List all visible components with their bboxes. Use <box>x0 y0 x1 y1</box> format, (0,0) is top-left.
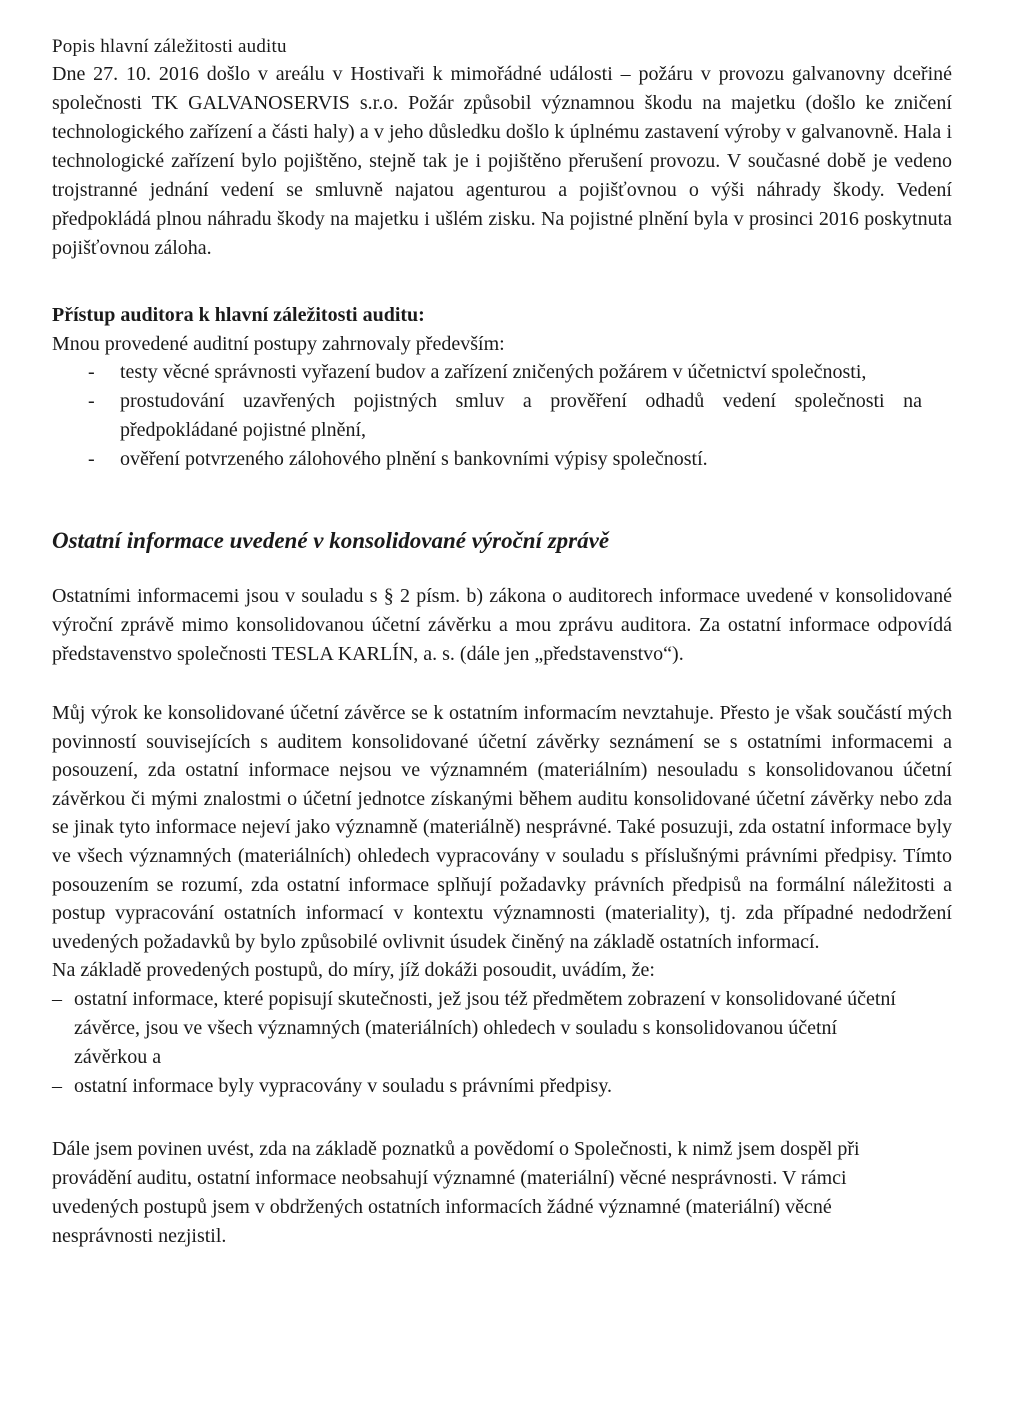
dash-bullet: – <box>52 988 62 1011</box>
list-item <box>52 358 922 387</box>
dash-bullet: - <box>88 448 95 470</box>
list-item-text: ověření potvrzeného zálohového plnění s bankovními výpisy společností. <box>120 448 708 470</box>
list-item-text: prostudování uzavřených pojistných smluv a prověření odhadů vedení společnosti na předpokládané pojistné plnění, <box>120 390 922 441</box>
main-matter-heading: Popis hlavní záležitosti auditu <box>52 36 287 57</box>
dash-bullet: – <box>52 1075 62 1098</box>
list-item <box>52 985 912 1072</box>
list-item <box>52 1072 912 1101</box>
approach-intro: Mnou provedené auditní postupy zahrnovaly především: <box>52 333 505 355</box>
document-page <box>52 34 952 1271</box>
other-info-paragraph-1: Ostatními informacemi jsou v souladu s § 2 písm. b) zákona o auditorech informace uvedené v konsolidované výroční zprávě mimo konsolidovanou účetní závěrku a mou zprávu auditora. Za ostatní informace odpovídá představenstvo společnosti TESLA KARLÍN, a. s. (dále jen „představenstvo“). <box>52 585 952 665</box>
approach-list <box>52 358 952 474</box>
dash-bullet: - <box>88 390 95 412</box>
approach-heading: Přístup auditora k hlavní záležitosti auditu: <box>52 304 425 326</box>
dash-bullet: - <box>88 361 95 383</box>
section-title: Ostatní informace uvedené v konsolidované výroční zprávě <box>52 528 610 553</box>
list-item-text: ostatní informace, které popisují skutečnosti, jež jsou též předmětem zobrazení v konsolidované účetní závěrce, jsou ve všech významných (materiálních) ohledech v souladu s konsolidovanou účetní závěrkou a <box>74 988 896 1069</box>
other-info-paragraph-2: Můj výrok ke konsolidované účetní závěrce se k ostatním informacím nevztahuje. Přesto je však součástí mých povinností souvisejících s auditem konsolidované účetní závěrky seznámení se s ostatními informacemi a posouzení, zda ostatní informace nejsou ve významném (materiálním) nesouladu s konsolidovanou účetní závěrkou či mými znalostmi o účetní jednotce získanými během auditu konsolidované účetní závěrky nebo zda se jinak tyto informace nejeví jako významně (materiálně) nesprávné. Také posuzuji, zda ostatní informace byly ve všech významných (materiálních) ohledech vypracovány v souladu s příslušnými právními předpisy. Tímto posouzením se rozumí, zda ostatní informace splňují požadavky právních předpisů na formální náležitosti a postup vypracování ostatních informací v kontextu významnosti (materiality), tj. zda případné nedodržení uvedených požadavků by bylo způsobilé ovlivnit úsudek činěný na základě ostatních informací. <box>52 702 952 953</box>
main-matter-paragraph: Dne 27. 10. 2016 došlo v areálu v Hostivaři k mimořádné události – požáru v provozu galvanovny dceřiné společnosti TK GALVANOSERVIS s.r.o. Požár způsobil významnou škodu na majetku (došlo ke zničení technologického zařízení a části haly) a v jeho důsledku došlo k úplnému zastavení výroby v galvanovně. Hala i technologické zařízení bylo pojištěno, stejně tak je i pojištěno přerušení provozu. V současné době je vedeno trojstranné jednání vedení se smluvně najatou agenturou a pojišťovnou o výši náhrady škody. Vedení předpokládá plnou náhradu škody na majetku i ušlém zisku. Na pojistné plnění byla v prosinci 2016 poskytnuta pojišťovnou záloha. <box>52 63 952 259</box>
other-info-paragraph-3: Na základě provedených postupů, do míry, jíž dokáži posoudit, uvádím, že: <box>52 959 655 982</box>
list-item-text: ostatní informace byly vypracovány v souladu s právními předpisy. <box>74 1075 613 1098</box>
list-item-text: testy věcné správnosti vyřazení budov a zařízení zničených požárem v účetnictví společnosti, <box>120 361 867 383</box>
list-item <box>52 387 922 445</box>
list-item <box>52 445 922 474</box>
other-info-list <box>52 985 952 1101</box>
other-info-paragraph-4: Dále jsem povinen uvést, zda na základě poznatků a povědomí o Společnosti, k nimž jsem dospěl při provádění auditu, ostatní informace neobsahují významné (materiální) věcné nesprávnosti. V rámci uvedených postupů jsem v obdržených ostatních informacích žádné významné (materiální) věcné nesprávnosti nezjistil. <box>52 1138 860 1248</box>
